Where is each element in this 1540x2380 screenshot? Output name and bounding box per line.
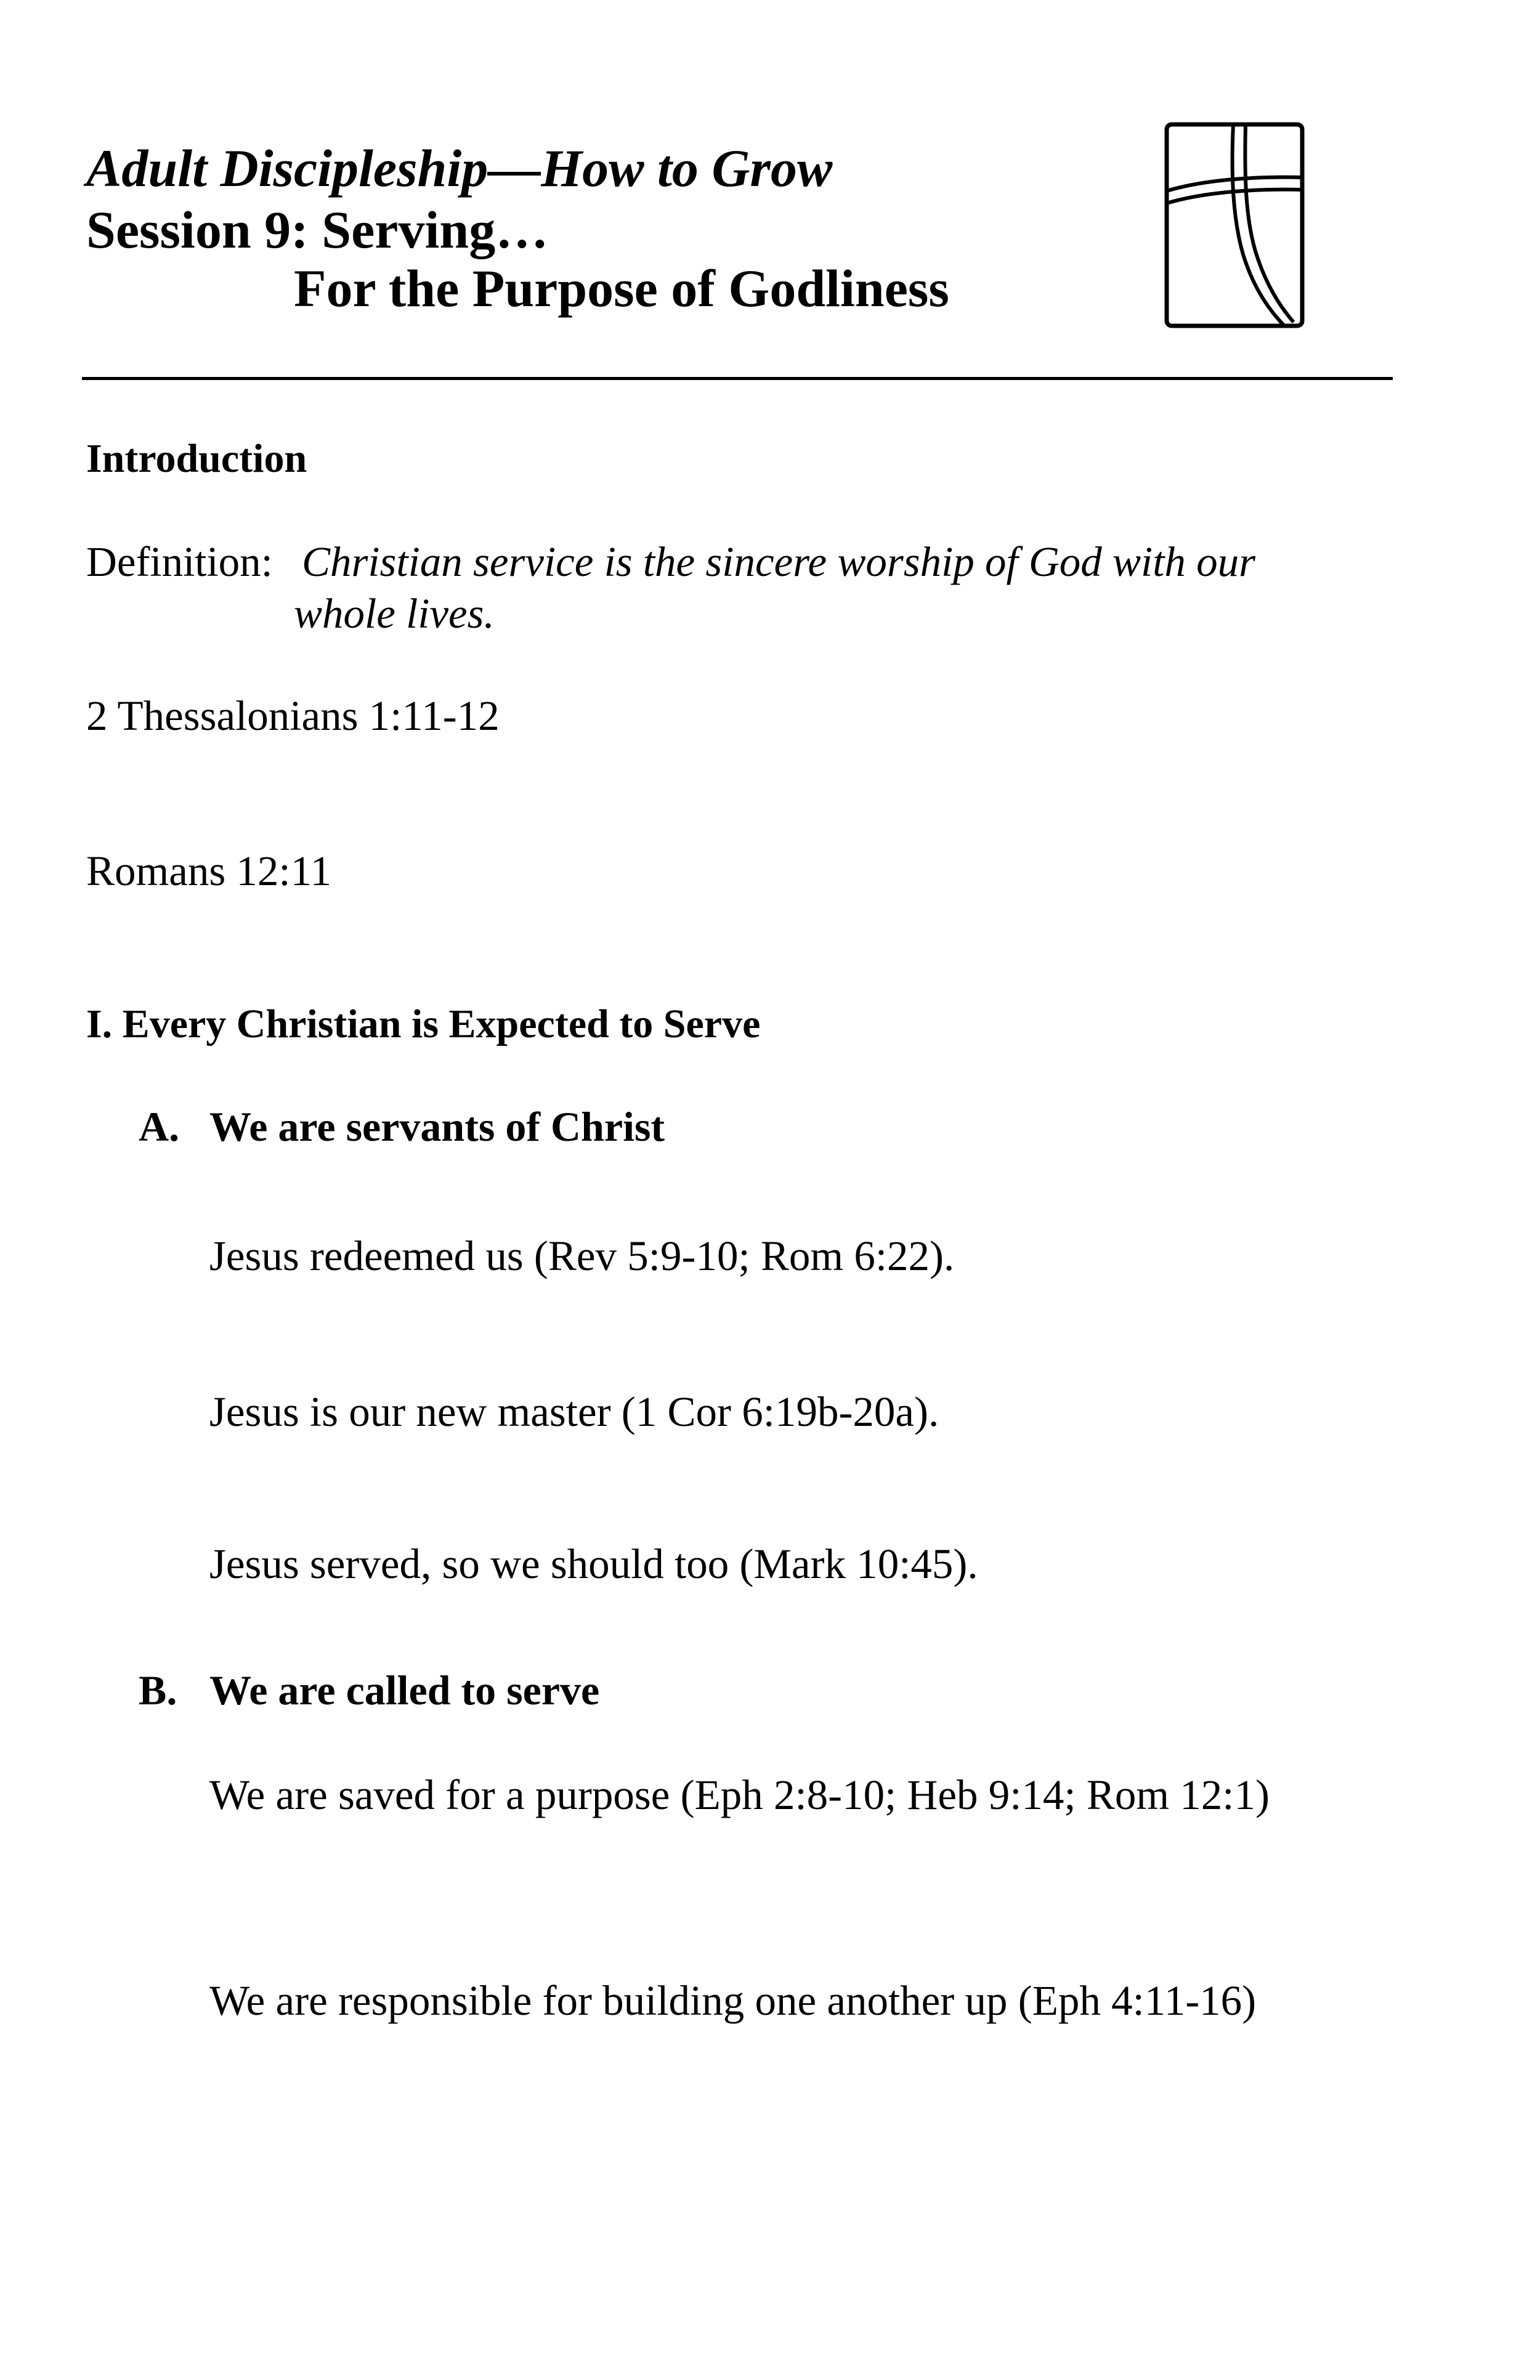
session-subtitle: For the Purpose of Godliness [294, 259, 949, 318]
definition-text-line-2: whole lives. [294, 590, 495, 637]
subsection-b-marker: B. [139, 1667, 177, 1714]
cross-window-logo-icon [1164, 122, 1305, 328]
subsection-b-title: We are called to serve [209, 1667, 600, 1714]
list-item: Jesus is our new master (1 Cor 6:19b-20a). [209, 1388, 939, 1435]
scripture-reference: Romans 12:11 [86, 848, 332, 894]
subsection-a-marker: A. [139, 1103, 180, 1150]
section-1-heading: I. Every Christian is Expected to Serve [86, 1002, 761, 1046]
list-item: We are responsible for building one another up (Eph 4:11-16) [209, 1977, 1257, 2024]
course-title: Adult Discipleship—How to Grow [86, 139, 833, 198]
session-title: Session 9: Serving… [86, 200, 549, 259]
definition-text-line-1: Christian service is the sincere worship of God with our [302, 538, 1255, 585]
list-item: Jesus served, so we should too (Mark 10:45). [209, 1540, 978, 1587]
subsection-a-title: We are servants of Christ [209, 1103, 665, 1150]
header-divider [82, 377, 1393, 380]
scripture-reference: 2 Thessalonians 1:11-12 [86, 692, 500, 739]
list-item: We are saved for a purpose (Eph 2:8-10; Heb 9:14; Rom 12:1) [209, 1771, 1270, 1818]
definition-label: Definition: [86, 538, 273, 585]
list-item: Jesus redeemed us (Rev 5:9-10; Rom 6:22). [209, 1232, 955, 1279]
introduction-heading: Introduction [86, 436, 307, 481]
